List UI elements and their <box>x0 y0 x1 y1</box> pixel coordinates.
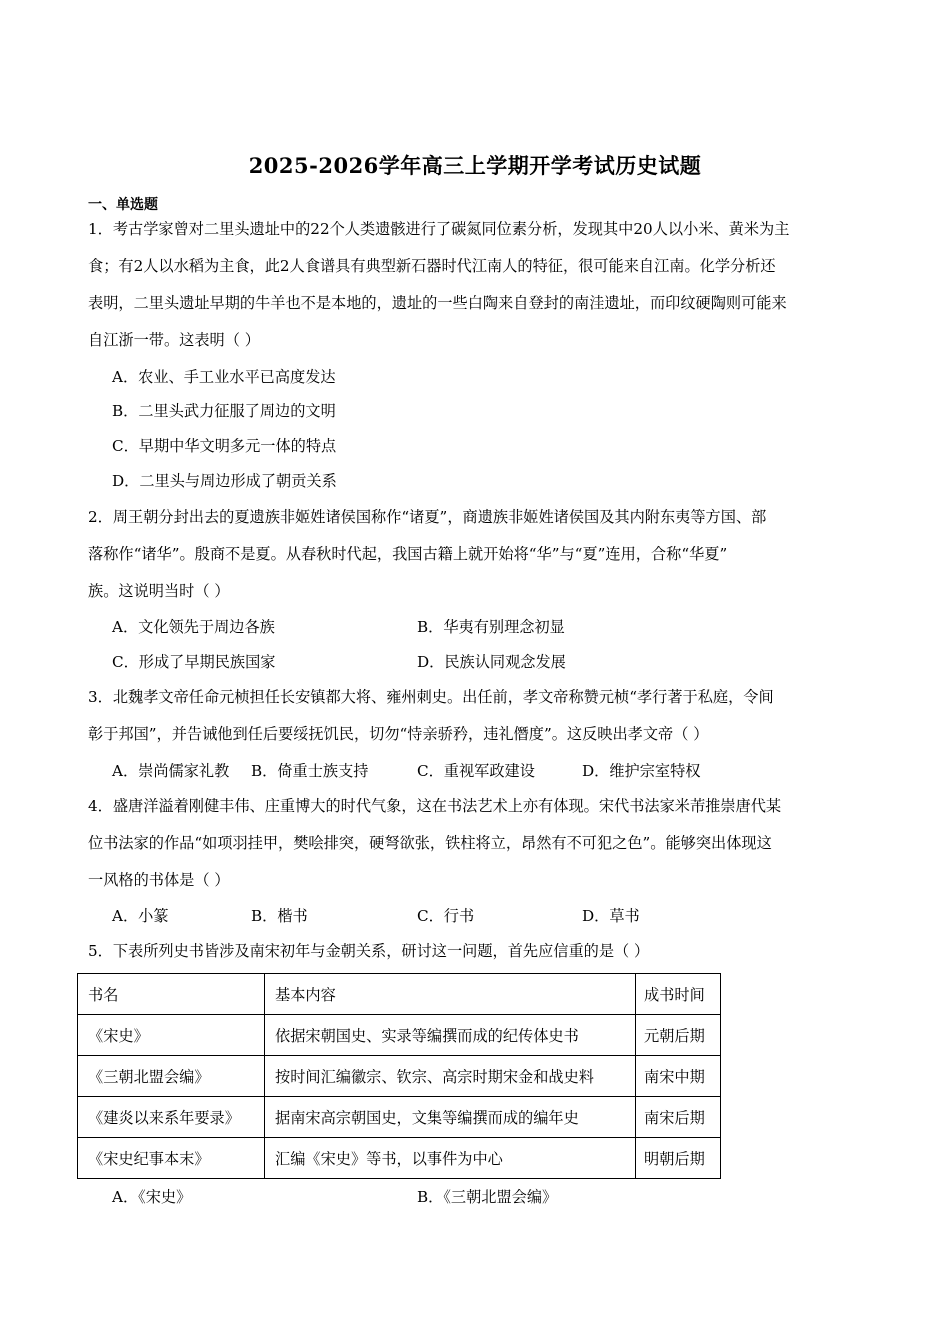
table-row <box>78 1097 721 1138</box>
table-cell: 据南宋高宗朝国史，文集等编撰而成的编年史 <box>265 1097 636 1138</box>
question-2-line-3: 族。这说明当时（ ） <box>88 582 230 600</box>
question-1-option-b[interactable]: B．二里头武力征服了周边的文明 <box>112 402 336 420</box>
question-5-stem: 5．下表所列史书皆涉及南宋初年与金朝关系，研讨这一问题，首先应信重的是（ ） <box>88 942 650 960</box>
question-2-option-a[interactable]: A．文化领先于周边各族 <box>112 618 275 636</box>
question-4-line-2: 位书法家的作品“如项羽挂甲，樊哙排突，硬弩欲张，铁柱将立，昂然有不可犯之色”。能够突出体现这 <box>88 834 772 852</box>
question-1-option-a[interactable]: A．农业、手工业水平已高度发达 <box>112 368 336 386</box>
question-1-option-c[interactable]: C．早期中华文明多元一体的特点 <box>112 437 337 455</box>
question-2-option-d[interactable]: D．民族认同观念发展 <box>417 653 566 671</box>
table-cell: 南宋后期 <box>636 1097 721 1138</box>
question-2-option-b[interactable]: B．华夷有别理念初显 <box>417 618 565 636</box>
question-5-option-a[interactable]: A．《宋史》 <box>112 1188 192 1206</box>
table-cell: 按时间汇编徽宗、钦宗、高宗时期宋金和战史料 <box>265 1056 636 1097</box>
question-2-line-2: 落称作“诸华”。殷商不是夏。从春秋时代起，我国古籍上就开始将“华”与“夏”连用，合称“华夏” <box>88 545 728 563</box>
table-cell: 依据宋朝国史、实录等编撰而成的纪传体史书 <box>265 1015 636 1056</box>
table-row <box>78 1056 721 1097</box>
question-3-option-d[interactable]: D．维护宗室特权 <box>582 762 701 780</box>
question-4-line-1: 4．盛唐洋溢着刚健丰伟、庄重博大的时代气象，这在书法艺术上亦有体现。宋代书法家米芾推崇唐代某 <box>88 797 782 815</box>
question-4-option-b[interactable]: B．楷书 <box>251 907 308 925</box>
table-cell: 《宋史》 <box>78 1015 265 1056</box>
question-4-option-a[interactable]: A．小篆 <box>112 907 169 925</box>
question-2-option-c[interactable]: C．形成了早期民族国家 <box>112 653 276 671</box>
table-row <box>78 1138 721 1179</box>
question-1-line-2: 食；有2人以水稻为主食，此2人食谱具有典型新石器时代江南人的特征，很可能来自江南。化学分析还 <box>88 257 776 275</box>
question-3-line-1: 3．北魏孝文帝任命元桢担任长安镇都大将、雍州刺史。出任前，孝文帝称赞元桢“孝行著于私庭，令间 <box>88 688 774 706</box>
question-3-option-b[interactable]: B．倚重士族支持 <box>251 762 369 780</box>
table-cell: 《三朝北盟会编》 <box>78 1056 265 1097</box>
question-2-line-1: 2．周王朝分封出去的夏遗族非姬姓诸侯国称作“诸夏”，商遗族非姬姓诸侯国及其内附东夷等方国、部 <box>88 508 767 526</box>
table-cell: 《宋史纪事本末》 <box>78 1138 265 1179</box>
table-cell: 明朝后期 <box>636 1138 721 1179</box>
question-1-line-3: 表明，二里头遗址早期的牛羊也不是本地的，遗址的一些白陶来自登封的南洼遗址，而印纹硬陶则可能来 <box>88 294 787 312</box>
table-cell: 南宋中期 <box>636 1056 721 1097</box>
question-4-option-c[interactable]: C．行书 <box>417 907 475 925</box>
table-cell: 汇编《宋史》等书，以事件为中心 <box>265 1138 636 1179</box>
table-header-cell: 基本内容 <box>265 974 636 1015</box>
table-row <box>78 1015 721 1056</box>
question-4-line-3: 一风格的书体是（ ） <box>88 871 230 889</box>
table-header-cell: 成书时间 <box>636 974 721 1015</box>
question-3-option-c[interactable]: C．重视军政建设 <box>417 762 535 780</box>
question-1-line-4: 自江浙一带。这表明（ ） <box>88 331 260 349</box>
table-cell: 元朝后期 <box>636 1015 721 1056</box>
history-books-table <box>77 973 721 1179</box>
section-heading: 一、单选题 <box>88 197 158 213</box>
question-3-option-a[interactable]: A．崇尚儒家礼教 <box>112 762 230 780</box>
question-5-option-b[interactable]: B．《三朝北盟会编》 <box>417 1188 558 1206</box>
question-1-option-d[interactable]: D．二里头与周边形成了朝贡关系 <box>112 472 337 490</box>
table-header-row <box>78 974 721 1015</box>
table-header-cell: 书名 <box>78 974 265 1015</box>
question-4-option-d[interactable]: D．草书 <box>582 907 640 925</box>
question-3-line-2: 彰于邦国”，并告诫他到任后要绥抚饥民，切勿“恃亲骄矜，违礼僭度”。这反映出孝文帝（ ） <box>88 725 709 743</box>
page-title: 2025-2026学年高三上学期开学考试历史试题 <box>248 153 702 178</box>
question-1-line-1: 1．考古学家曾对二里头遗址中的22个人类遗骸进行了碳氮同位素分析，发现其中20人以小米、黄米为主 <box>88 220 790 238</box>
table-cell: 《建炎以来系年要录》 <box>78 1097 265 1138</box>
